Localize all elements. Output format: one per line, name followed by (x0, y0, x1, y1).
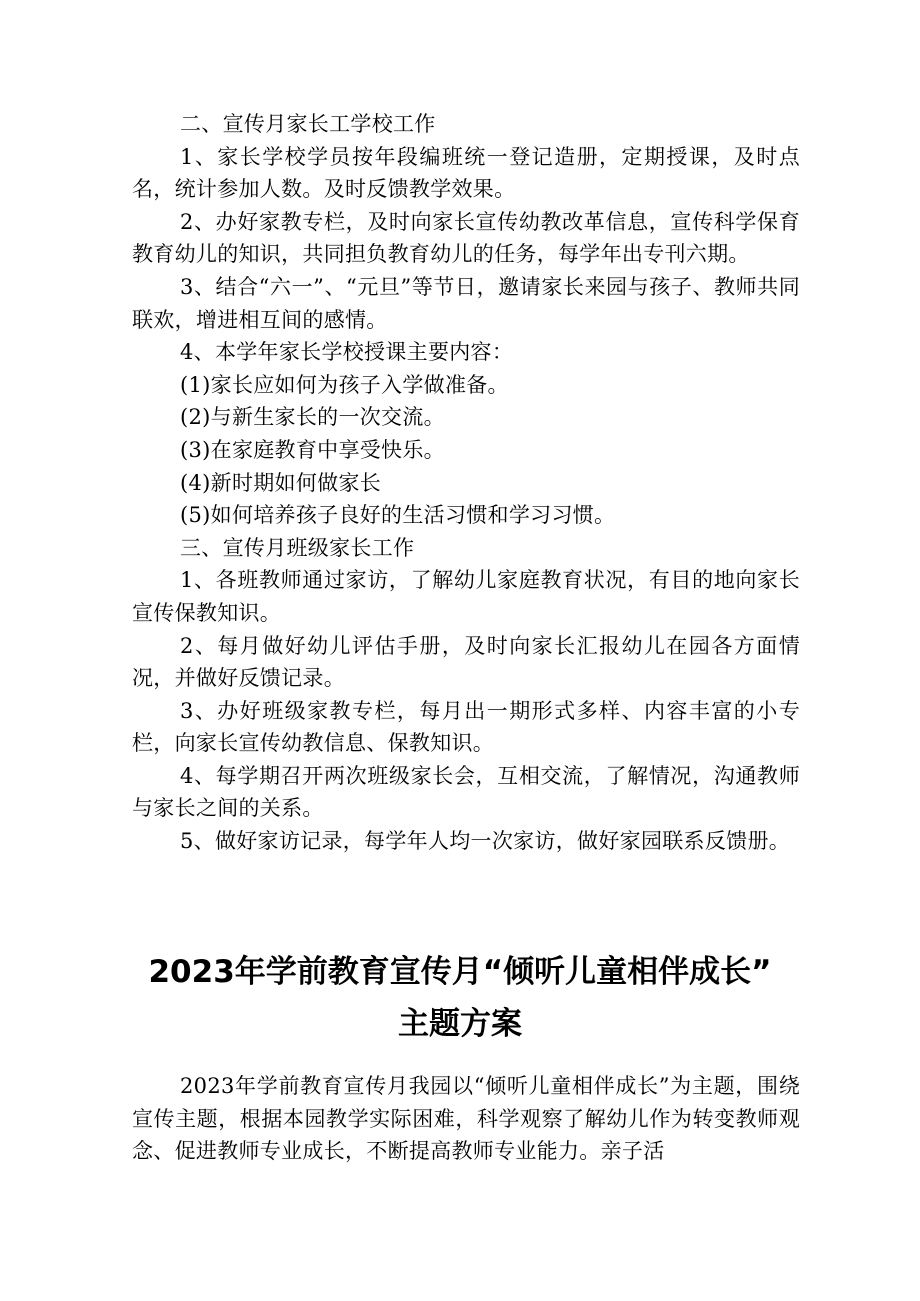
lecture-topic-5: (5)如何培养孩子良好的生活习惯和学习习惯。 (180, 503, 616, 528)
paragraph-item-3: 3、结合“六一”、“元旦”等节日，邀请家长来园与孩子、教师共同联欢，增进相互间的感情。 (132, 274, 800, 332)
document-body (132, 108, 800, 858)
section-heading-class-parents: 三、宣传月班级家长工作 (180, 535, 415, 560)
paragraph-item-4: 4、本学年家长学校授课主要内容： (180, 340, 514, 365)
document-title (120, 946, 800, 1050)
document-title-line-2: 主题方案 (398, 1006, 522, 1042)
lecture-topic-4: (4)新时期如何做家长 (180, 470, 382, 495)
document-title-line-1: 2023年学前教育宣传月“倾听儿童相伴成长” (148, 954, 772, 990)
paragraph-item-1: 1、家长学校学员按年段编班统一登记造册，定期授课，及时点名，统计参加人数。及时反馈教学效果。 (132, 144, 800, 202)
class-item-2: 2、每月做好幼儿评估手册，及时向家长汇报幼儿在园各方面情况，并做好反馈记录。 (132, 633, 800, 691)
intro-paragraph: 2023年学前教育宣传月我园以“倾听儿童相伴成长”为主题，围绕宣传主题，根据本园教学实际困难，科学观察了解幼儿作为转变教师观念、促进教师专业成长，不断提高教师专业能力。亲子活 (132, 1074, 800, 1164)
class-item-3: 3、办好班级家教专栏，每月出一期形式多样、内容丰富的小专栏，向家长宣传幼教信息、保教知识。 (132, 698, 800, 756)
paragraph-item-2: 2、办好家教专栏，及时向家长宣传幼教改革信息，宣传科学保育教育幼儿的知识，共同担负教育幼儿的任务，每学年出专刊六期。 (132, 209, 800, 267)
lecture-topic-3: (3)在家庭教育中享受快乐。 (180, 437, 445, 462)
lecture-topic-2: (2)与新生家长的一次交流。 (180, 405, 445, 430)
class-item-1: 1、各班教师通过家访，了解幼儿家庭教育状况，有目的地向家长宣传保教知识。 (132, 568, 800, 625)
class-item-4: 4、每学期召开两次班级家长会，互相交流，了解情况，沟通教师与家长之间的关系。 (132, 763, 800, 821)
class-item-5: 5、做好家访记录，每学年人均一次家访，做好家园联系反馈册。 (180, 829, 791, 854)
lecture-topic-1: (1)家长应如何为孩子入学做准备。 (180, 372, 509, 397)
section-heading-parent-school: 二、宣传月家长工学校工作 (180, 112, 436, 136)
